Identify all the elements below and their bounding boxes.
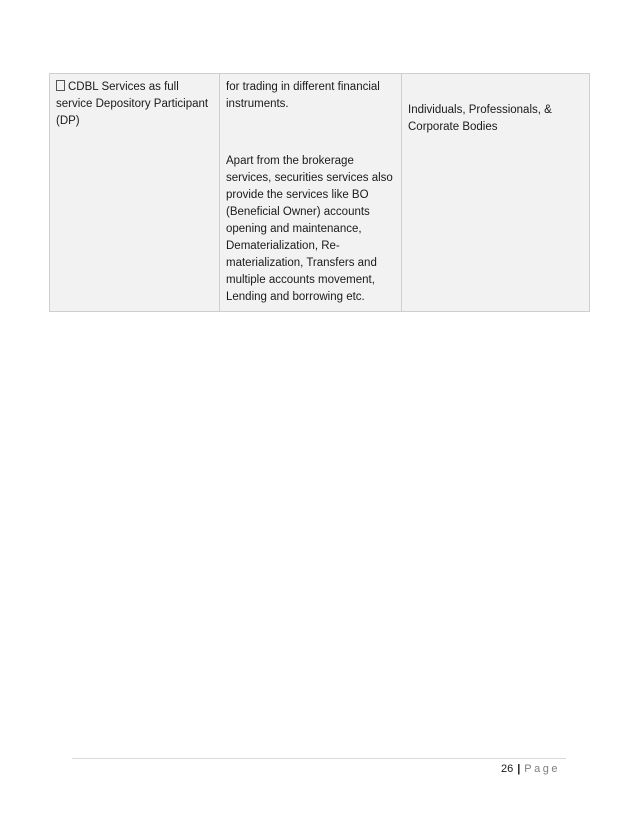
description-paragraph-1: for trading in different financial instruments. [226,81,380,110]
footer-separator: | [517,763,521,775]
clients-cell [402,74,590,312]
table-row [50,74,590,312]
clients-text: Individuals, Professionals, & Corporate Bodies [408,104,552,133]
checkbox-bullet-icon [56,80,65,91]
page-footer [501,763,560,775]
service-name-cell [50,74,220,312]
service-description-cell [220,74,402,312]
page-number: 26 [500,763,514,775]
description-paragraph-2: Apart from the brokerage services, securities services also provide the services like BO (Beneficial Owner) accounts opening and maintenance, Dematerialization, Re-materialization, Transfers and multiple accounts movement, Lending and borrowing etc. [226,155,393,303]
service-name-text: CDBL Services as full service Depository Participant (DP) [56,81,209,127]
page-label: Page [524,763,560,775]
footer-divider [72,758,566,759]
services-table [49,73,590,312]
